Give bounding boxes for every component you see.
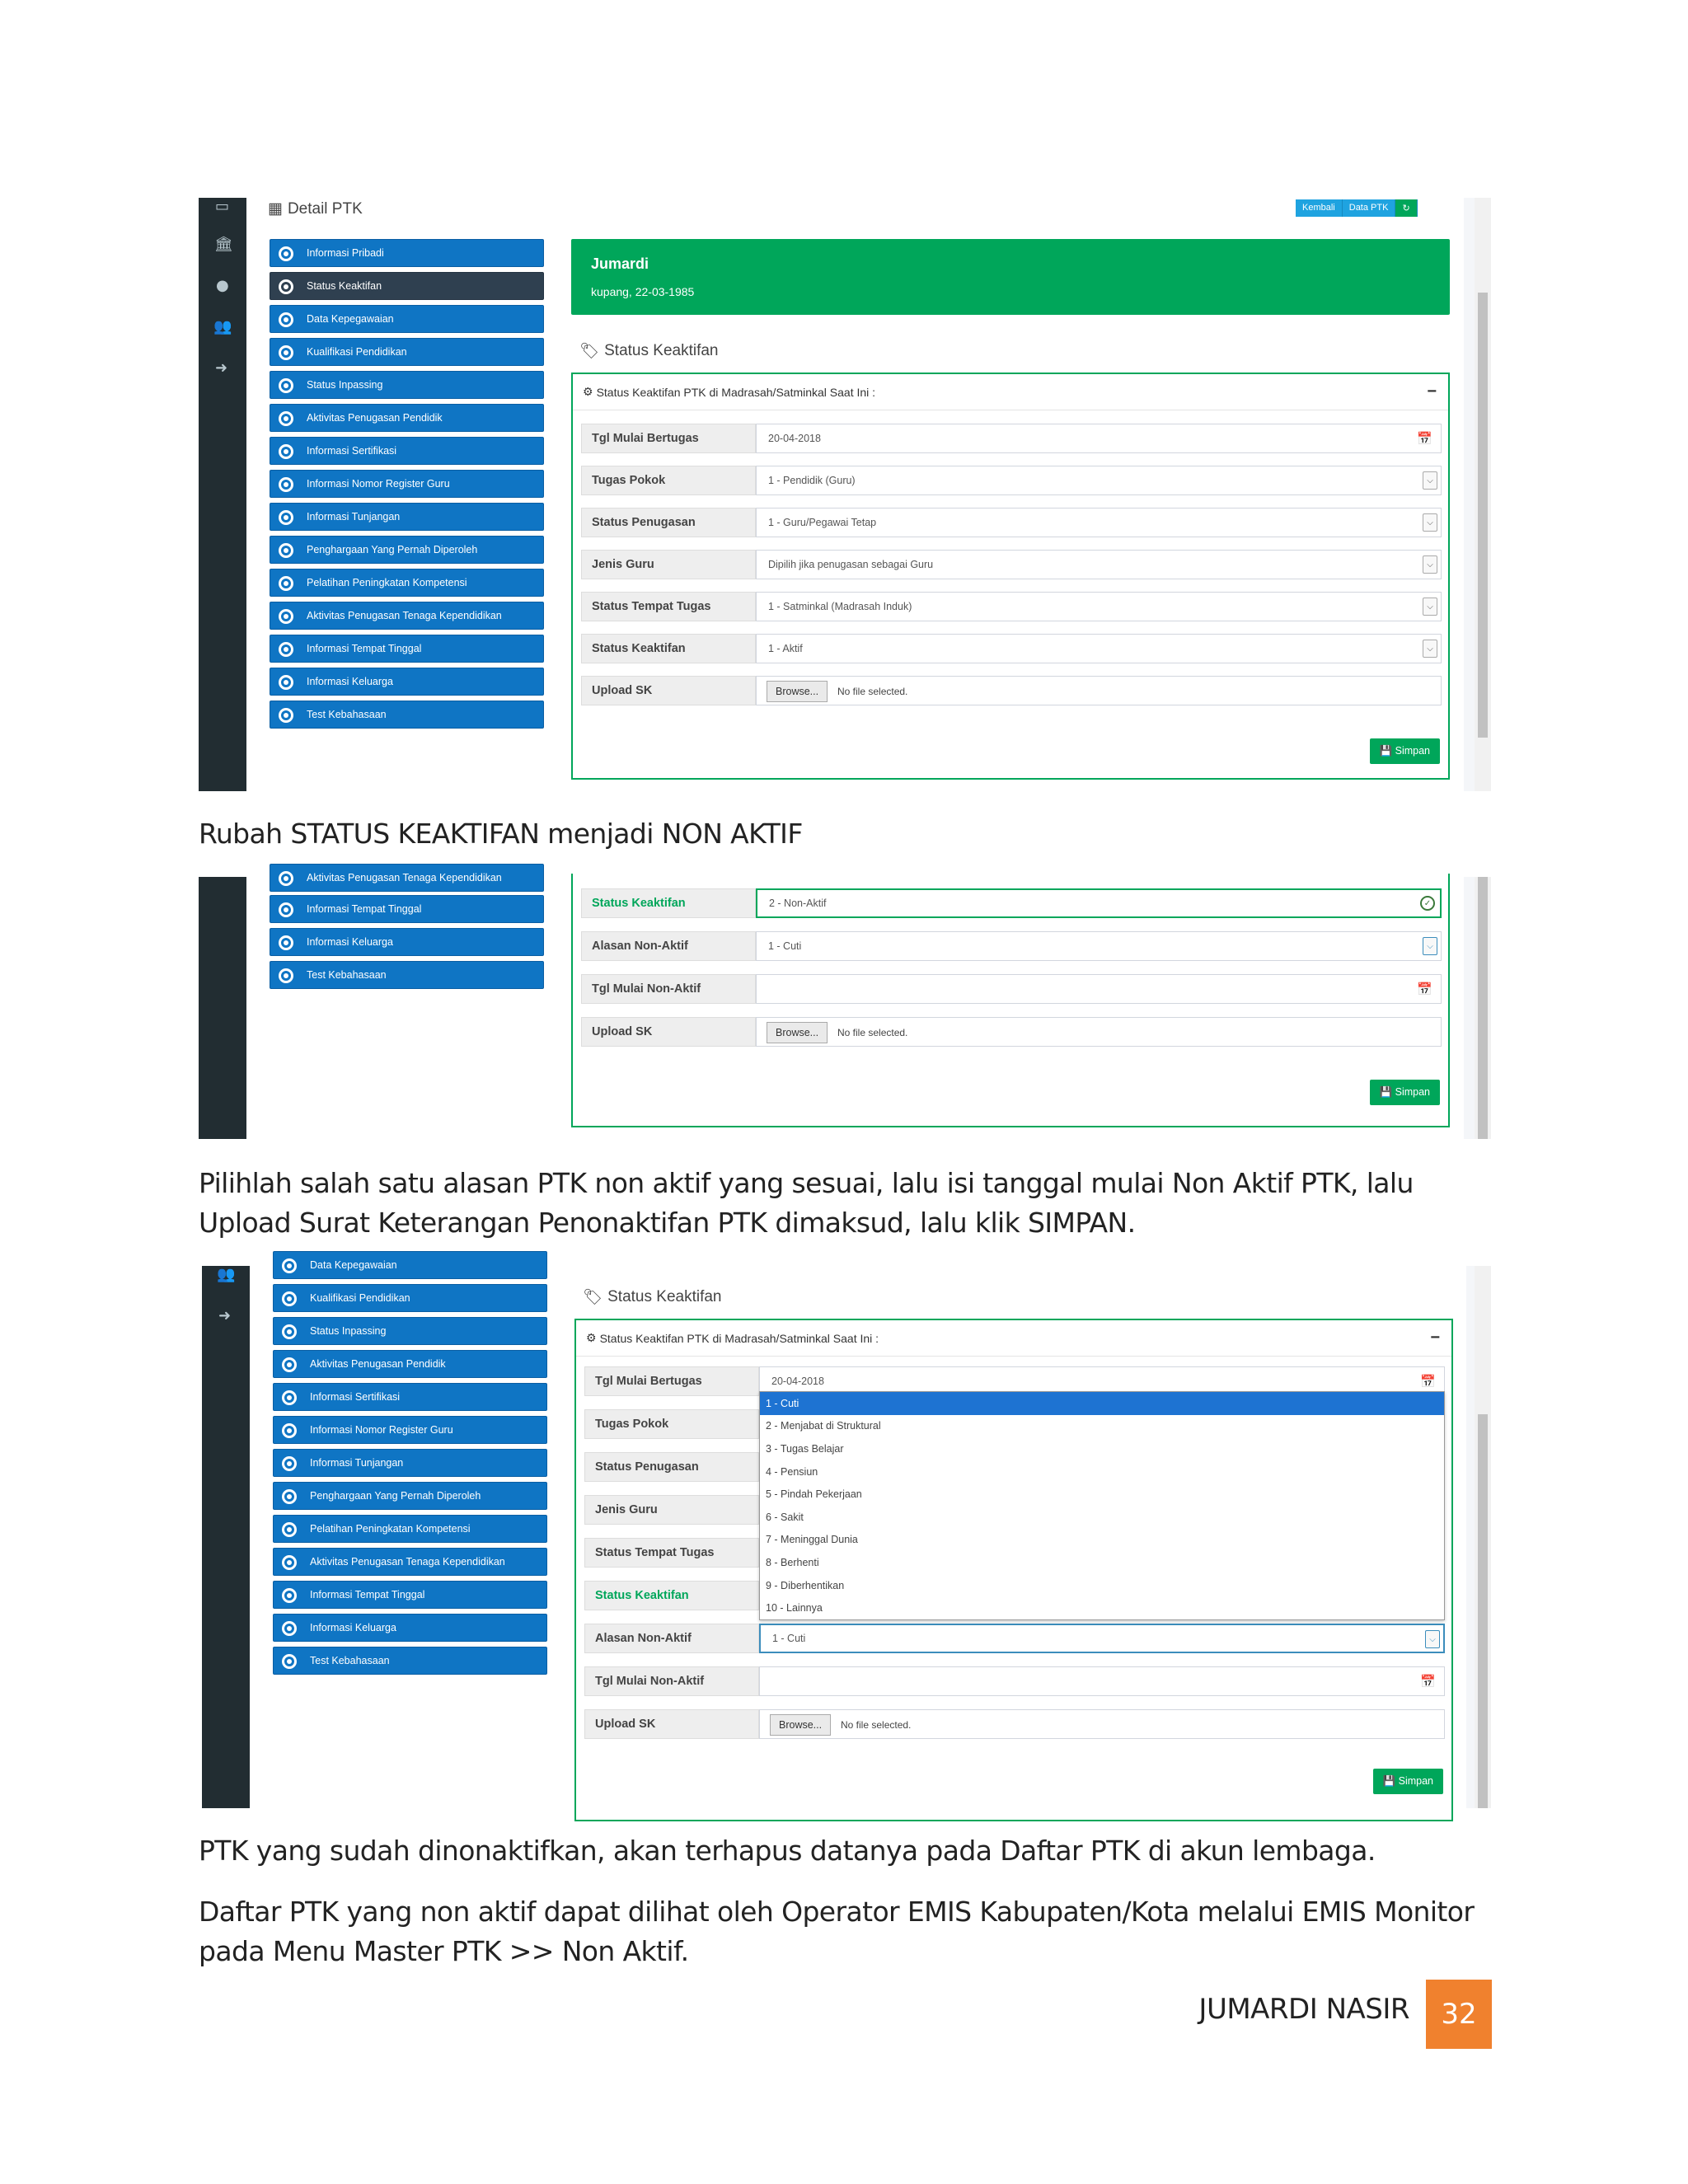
file-status: No file selected. (837, 1027, 908, 1038)
panel-header: ⚙ Status Keaktifan PTK di Madrasah/Satminkal Saat Ini : − (573, 374, 1448, 410)
select-input[interactable]: 2 - Non-Aktif ✓ (756, 888, 1442, 918)
section-title: 🏷 Status Keaktifan (583, 1288, 722, 1306)
select-input[interactable]: 1 - Aktif ⌵ (756, 634, 1442, 663)
file-input[interactable] (759, 1709, 1445, 1739)
calendar-icon[interactable]: 📅 (1420, 1374, 1436, 1389)
menu-item[interactable]: Aktivitas Penugasan Tenaga Kependidikan (273, 1548, 547, 1576)
scrollbar[interactable] (1475, 198, 1491, 791)
circle-icon (279, 675, 293, 690)
data-ptk-button[interactable]: Data PTK (1343, 199, 1396, 217)
menu-item[interactable]: Test Kebahasaan (270, 961, 544, 989)
field-label: Alasan Non-Aktif (581, 931, 756, 961)
check-circle-icon: ✓ (1420, 896, 1435, 911)
file-input[interactable] (756, 1017, 1442, 1047)
floppy-icon: 💾 (1382, 1775, 1396, 1787)
circle-icon (282, 1324, 297, 1339)
field-upload-sk (581, 1017, 1442, 1047)
save-button[interactable]: 💾 Simpan (1370, 738, 1440, 764)
field-label: Tgl Mulai Non-Aktif (581, 974, 756, 1004)
menu-item[interactable]: Pelatihan Peningkatan Kompetensi (273, 1515, 547, 1543)
users-icon[interactable]: 👥 (213, 318, 232, 335)
floppy-icon: 💾 (1379, 745, 1393, 757)
circle-icon (279, 543, 293, 558)
profile-birth: kupang, 22-03-1985 (591, 285, 695, 298)
circle-icon (282, 1489, 297, 1504)
chevron-down-icon[interactable]: ⌵ (1423, 640, 1437, 658)
field-label: Alasan Non-Aktif (584, 1624, 759, 1653)
circle-icon (279, 708, 293, 723)
users-icon[interactable]: 👥 (217, 1266, 236, 1283)
field-label: Status Tempat Tugas (581, 592, 756, 621)
status-panel (574, 1319, 1453, 1821)
menu-item[interactable]: Informasi Keluarga (270, 928, 544, 956)
circle-icon (279, 968, 293, 983)
menu-item[interactable]: Penghargaan Yang Pernah Diperoleh (270, 536, 544, 564)
collapse-icon[interactable]: − (1430, 1329, 1440, 1347)
refresh-button[interactable]: ↻ (1395, 199, 1417, 217)
screenshot-alasan-dropdown (202, 1259, 1491, 1808)
scrollbar-thumb[interactable] (1478, 1414, 1488, 1808)
circle-icon (279, 444, 293, 459)
dropdown-option-selected[interactable]: 1 - Cuti (760, 1392, 1444, 1415)
field-tgl-mulai-non-aktif (581, 974, 1442, 1004)
menu-item[interactable]: Data Kepegawaian (273, 1251, 547, 1279)
menu-item[interactable]: Informasi Nomor Register Guru (270, 470, 544, 498)
circle-icon (282, 1258, 297, 1273)
caption-4: Daftar PTK yang non aktif dapat dilihat oleh Operator EMIS Kabupaten/Kota melalui EMIS Monitor pada Menu Master PTK >> Non Aktif. (199, 1896, 1475, 1967)
institution-icon[interactable]: 🏛 (214, 236, 233, 253)
footer-author: JUMARDI NASIR (1198, 1993, 1409, 2026)
dropdown-option[interactable]: 5 - Pindah Pekerjaan (766, 1488, 862, 1501)
circle-icon (279, 576, 293, 591)
panel-header: ⚙ Status Keaktifan PTK di Madrasah/Satminkal Saat Ini : − (576, 1320, 1451, 1357)
app-sidebar (199, 198, 246, 791)
circle-icon (279, 312, 293, 327)
app-sidebar (199, 877, 246, 1139)
dropdown-option[interactable]: 8 - Berhenti (766, 1556, 819, 1568)
circle-icon (282, 1456, 297, 1471)
field-tgl-mulai-bertugas (581, 424, 1442, 453)
calendar-icon[interactable]: 📅 (1417, 982, 1432, 996)
chevron-down-icon[interactable]: ⌵ (1423, 555, 1437, 574)
chevron-down-icon[interactable]: ⌵ (1423, 471, 1437, 490)
cogs-icon: ⚙ (583, 385, 593, 398)
field-tugas-pokok (581, 466, 1442, 495)
chevron-down-icon[interactable]: ⌵ (1423, 937, 1437, 955)
field-label: Upload SK (581, 1017, 756, 1047)
browse-button[interactable]: Browse... (767, 1022, 828, 1043)
section-title: 🏷 Status Keaktifan (579, 342, 719, 360)
scrollbar[interactable] (1475, 1266, 1491, 1808)
save-button[interactable]: 💾 Simpan (1370, 1080, 1440, 1105)
circle-icon (279, 902, 293, 917)
field-label: Tgl Mulai Bertugas (581, 424, 756, 453)
circle-icon (282, 1390, 297, 1405)
field-label: Jenis Guru (581, 550, 756, 579)
circle-icon (279, 378, 293, 393)
tags-icon: 🏷 (579, 343, 600, 360)
dropdown-option[interactable]: 2 - Menjabat di Struktural (766, 1420, 881, 1432)
dropdown-option[interactable]: 4 - Pensiun (766, 1465, 818, 1478)
circle-icon (282, 1291, 297, 1306)
select-input[interactable]: 1 - Cuti ⌵ (756, 931, 1442, 961)
page-title: ▦ Detail PTK (268, 199, 363, 218)
field-upload-sk (584, 1709, 1445, 1739)
dropdown-option[interactable]: 10 - Lainnya (766, 1602, 823, 1615)
field-tgl-mulai-non-aktif (584, 1666, 1445, 1696)
screenshot-non-aktif (199, 872, 1491, 1139)
circle-icon (279, 279, 293, 294)
circle-icon (282, 1621, 297, 1636)
menu-item[interactable]: Aktivitas Penugasan Tenaga Kependidikan (270, 602, 544, 630)
top-buttons (1296, 199, 1418, 217)
file-status: No file selected. (841, 1719, 912, 1731)
circle-icon (279, 345, 293, 360)
menu-item[interactable]: Informasi Tempat Tinggal (273, 1581, 547, 1609)
page-number: 32 (1426, 1980, 1492, 2049)
sign-out-icon[interactable]: ➜ (215, 359, 228, 377)
chevron-down-icon[interactable]: ⌵ (1423, 513, 1437, 532)
date-input[interactable]: 20-04-2018 📅 (759, 1366, 1445, 1396)
field-label: Status Keaktifan (584, 1581, 759, 1610)
field-upload-sk (581, 676, 1442, 705)
alasan-dropdown[interactable] (759, 1391, 1445, 1620)
caption-2: Pilihlah salah satu alasan PTK non aktif yang sesuai, lalu isi tanggal mulai Non Aktif PTK, lalu Upload Surat Keterangan Penonaktifan PTK dimaksud, lalu klik SIMPAN. (199, 1167, 1414, 1239)
select-input[interactable]: 1 - Pendidik (Guru) ⌵ (756, 466, 1442, 495)
field-status-keaktifan (581, 888, 1442, 918)
menu-item[interactable]: Penghargaan Yang Pernah Diperoleh (273, 1482, 547, 1510)
chevron-down-icon[interactable]: ⌵ (1423, 598, 1437, 616)
menu-item[interactable]: Kualifikasi Pendidikan (273, 1284, 547, 1312)
circle-icon (279, 609, 293, 624)
menu-item[interactable]: Informasi Pribadi (270, 239, 544, 267)
select-input[interactable]: Dipilih jika penugasan sebagai Guru ⌵ (756, 550, 1442, 579)
field-label: Status Penugasan (581, 508, 756, 537)
field-label: Status Keaktifan (581, 634, 756, 663)
circle-icon (279, 642, 293, 657)
caption-3: PTK yang sudah dinonaktifkan, akan terhapus datanya pada Daftar PTK di akun lembaga. (199, 1835, 1376, 1867)
field-status-penugasan (581, 508, 1442, 537)
back-button[interactable]: Kembali (1296, 199, 1343, 217)
calendar-icon[interactable]: 📅 (1417, 431, 1432, 446)
circle-icon (282, 1522, 297, 1537)
field-alasan-non-aktif (581, 931, 1442, 961)
field-label: Status Keaktifan (581, 888, 756, 918)
select-input[interactable]: 1 - Cuti ⌵ (759, 1624, 1445, 1653)
select-input[interactable]: 1 - Satminkal (Madrasah Induk) ⌵ (756, 592, 1442, 621)
menu-item[interactable]: Aktivitas Penugasan Tenaga Kependidikan (270, 864, 544, 892)
menu-item[interactable]: Informasi Sertifikasi (270, 437, 544, 465)
tags-icon: 🏷 (583, 1289, 603, 1306)
profile-box (571, 239, 1450, 315)
menu-item[interactable]: Status Inpassing (270, 371, 544, 399)
file-input[interactable] (756, 676, 1442, 705)
screenshot-detail-ptk (199, 198, 1491, 791)
floppy-icon: 💾 (1379, 1086, 1393, 1098)
menu-item[interactable]: Pelatihan Peningkatan Kompetensi (270, 569, 544, 597)
menu-item[interactable]: Status Inpassing (273, 1317, 547, 1345)
menu-item-active[interactable]: Status Keaktifan (270, 272, 544, 300)
menu-item[interactable]: Informasi Nomor Register Guru (273, 1416, 547, 1444)
menu-item[interactable]: Informasi Keluarga (270, 668, 544, 696)
select-input[interactable]: 1 - Guru/Pegawai Tetap ⌵ (756, 508, 1442, 537)
field-label: Status Tempat Tugas (584, 1538, 759, 1568)
menu-item[interactable]: Data Kepegawaian (270, 305, 544, 333)
user-icon[interactable]: ● (216, 277, 229, 294)
dropdown-option[interactable]: 9 - Diberhentikan (766, 1579, 845, 1591)
calendar-icon[interactable]: 📅 (1420, 1674, 1436, 1689)
circle-icon (282, 1588, 297, 1603)
status-panel (571, 874, 1450, 1127)
dropdown-option[interactable]: 3 - Tugas Belajar (766, 1442, 844, 1455)
cogs-icon: ⚙ (586, 1331, 597, 1344)
dropdown-option[interactable]: 7 - Meninggal Dunia (766, 1534, 858, 1546)
circle-icon (282, 1423, 297, 1438)
circle-icon (279, 935, 293, 950)
date-input[interactable]: 20-04-2018 📅 (756, 424, 1442, 453)
scrollbar-thumb[interactable] (1478, 293, 1488, 738)
sign-out-icon[interactable]: ➜ (218, 1307, 232, 1324)
date-input[interactable] (756, 974, 1442, 1004)
menu-item[interactable]: Kualifikasi Pendidikan (270, 338, 544, 366)
profile-name: Jumardi (591, 255, 649, 272)
chevron-down-icon[interactable]: ⌵ (1425, 1630, 1440, 1648)
menu-item[interactable]: Informasi Tunjangan (270, 503, 544, 531)
monitor-icon[interactable]: ▭ (215, 198, 230, 215)
collapse-icon[interactable]: − (1427, 382, 1437, 401)
app-sidebar (202, 1266, 250, 1808)
field-status-tempat-tugas (581, 592, 1442, 621)
field-status-keaktifan (581, 634, 1442, 663)
field-jenis-guru (581, 550, 1442, 579)
field-label: Upload SK (584, 1709, 759, 1739)
save-button[interactable]: 💾 Simpan (1373, 1769, 1443, 1794)
table-icon: ▦ (268, 200, 283, 218)
scrollbar-thumb[interactable] (1478, 877, 1488, 1139)
circle-icon (279, 510, 293, 525)
menu-item[interactable]: Informasi Tempat Tinggal (270, 635, 544, 663)
field-label: Tugas Pokok (584, 1409, 759, 1439)
circle-icon (279, 411, 293, 426)
status-panel (571, 373, 1450, 780)
file-status: No file selected. (837, 686, 908, 697)
menu-item[interactable]: Informasi Tunjangan (273, 1449, 547, 1477)
date-input[interactable] (759, 1666, 1445, 1696)
field-label: Upload SK (581, 676, 756, 705)
circle-icon (279, 477, 293, 492)
menu-item[interactable]: Informasi Keluarga (273, 1614, 547, 1642)
circle-icon (282, 1555, 297, 1570)
circle-icon (282, 1654, 297, 1669)
menu-item[interactable]: Informasi Sertifikasi (273, 1383, 547, 1411)
field-label: Tgl Mulai Non-Aktif (584, 1666, 759, 1696)
circle-icon (282, 1357, 297, 1372)
field-label: Tugas Pokok (581, 466, 756, 495)
caption-1: Rubah STATUS KEAKTIFAN menjadi NON AKTIF (199, 818, 803, 850)
field-label: Tgl Mulai Bertugas (584, 1366, 759, 1396)
scrollbar[interactable] (1475, 877, 1491, 1139)
dropdown-option[interactable]: 6 - Sakit (766, 1511, 804, 1523)
circle-icon (279, 246, 293, 261)
menu-item[interactable]: Aktivitas Penugasan Pendidik (270, 404, 544, 432)
browse-button[interactable]: Browse... (770, 1714, 831, 1736)
menu-item[interactable]: Aktivitas Penugasan Pendidik (273, 1350, 547, 1378)
browse-button[interactable]: Browse... (767, 681, 828, 702)
menu-item[interactable]: Test Kebahasaan (273, 1647, 547, 1675)
field-alasan-non-aktif (584, 1624, 1445, 1653)
menu-item[interactable]: Informasi Tempat Tinggal (270, 895, 544, 923)
circle-icon (279, 871, 293, 886)
field-label: Status Penugasan (584, 1452, 759, 1482)
field-label: Jenis Guru (584, 1495, 759, 1525)
menu-item[interactable]: Test Kebahasaan (270, 701, 544, 729)
